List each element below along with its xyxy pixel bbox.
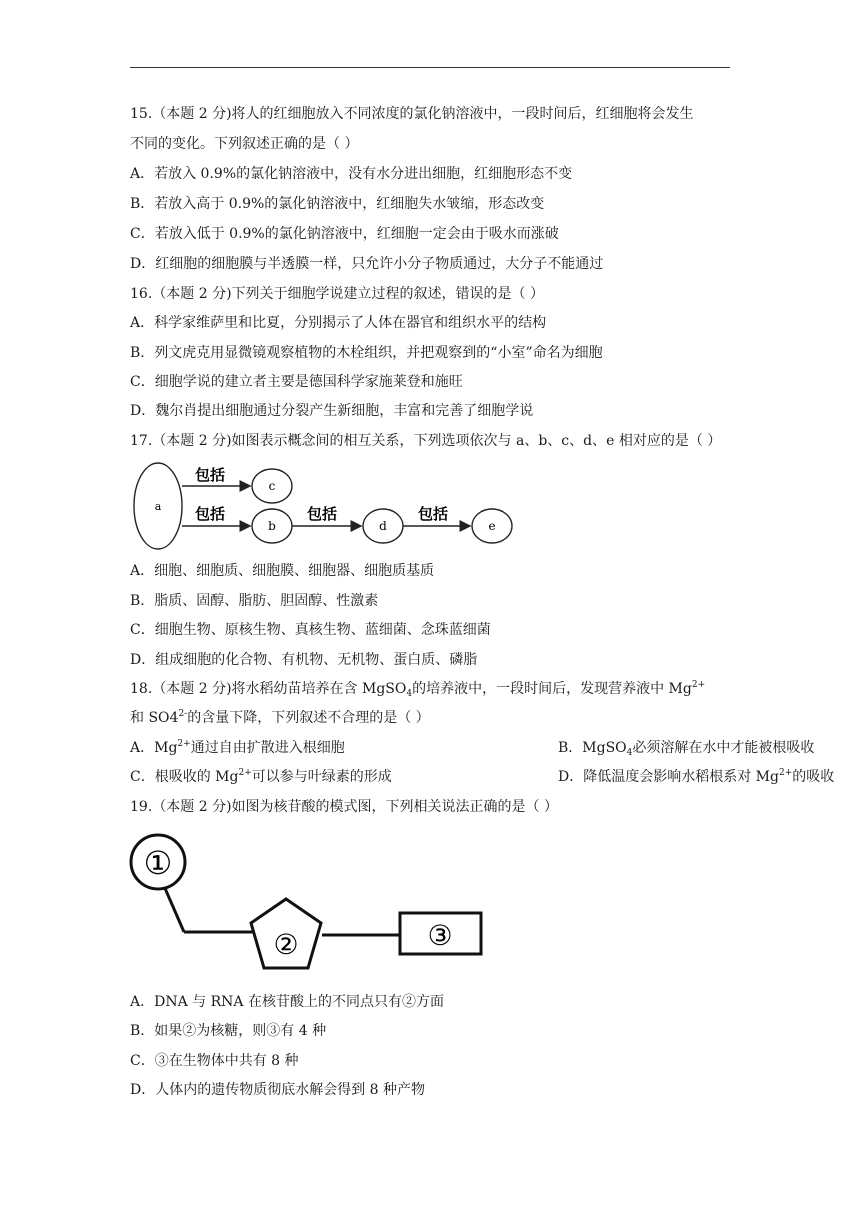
header-rule xyxy=(130,67,730,68)
q17-stem: 17.（本题 2 分)如图表示概念间的相互关系，下列选项依次与 a、b、c、d、e 相对应的是（ ） xyxy=(130,433,722,449)
concept-relationship-diagram xyxy=(130,458,530,556)
q15-option-a: A．若放入 0.9%的氯化钠溶液中，没有水分进出细胞，红细胞形态不变 xyxy=(130,166,573,182)
q19-stem: 19.（本题 2 分)如图为核苷酸的模式图，下列相关说法正确的是（ ） xyxy=(130,799,558,815)
q15-stem-line2: 不同的变化。下列叙述正确的是（ ） xyxy=(130,136,359,152)
q18-stem-line1: 18.（本题 2 分)将水稻幼苗培养在含 MgSO$_4$的培养液中，一段时间后，发现营养液中 $Mg^{2+}$ xyxy=(130,680,706,699)
q17-option-a: A．细胞、细胞质、细胞膜、细胞器、细胞质基质 xyxy=(130,563,435,579)
nucleotide-diagram xyxy=(128,832,488,980)
arrow-b-to-d xyxy=(292,505,361,526)
svg-text:d: d xyxy=(379,519,387,533)
svg-text:①: ① xyxy=(143,844,173,882)
q17-option-d: D．组成细胞的化合物、有机物、无机物、蛋白质、磷脂 xyxy=(130,652,478,668)
sugar-pentagon xyxy=(251,899,321,968)
svg-text:c: c xyxy=(268,479,276,493)
svg-text:③: ③ xyxy=(427,919,453,952)
svg-text:②: ② xyxy=(273,928,299,961)
q18-option-row2 xyxy=(130,767,835,787)
q17-option-c: C．细胞生物、原核生物、真核生物、蓝细菌、念珠蓝细菌 xyxy=(130,622,491,638)
q18-option-b: B．MgSO$_4$必须溶解在水中才能被根吸收 xyxy=(558,740,815,758)
q16-option-b: B．列文虎克用显微镜观察植物的木栓组织，并把观察到的“小室”命名为细胞 xyxy=(130,345,603,361)
q16-stem: 16.（本题 2 分)下列关于细胞学说建立过程的叙述，错误的是（ ） xyxy=(130,286,544,302)
q16-option-a: A．科学家维萨里和比夏，分别揭示了人体在器官和组织水平的结构 xyxy=(130,315,547,331)
arrow-a-to-c xyxy=(182,466,250,486)
arrow-a-to-b xyxy=(182,505,250,526)
q19-option-c: C．③在生物体中共有 8 种 xyxy=(130,1053,299,1069)
q18-option-row1 xyxy=(130,738,815,758)
svg-text:包括: 包括 xyxy=(194,466,226,484)
q15-option-b: B．若放入高于 0.9%的氯化钠溶液中，红细胞失水皱缩，形态改变 xyxy=(130,196,545,212)
q16-option-d: D．魏尔肖提出细胞通过分裂产生新细胞，丰富和完善了细胞学说 xyxy=(130,403,534,419)
base-rectangle xyxy=(400,913,481,954)
q17-option-b: B．脂质、固醇、脂肪、胆固醇、性激素 xyxy=(130,593,379,609)
svg-text:b: b xyxy=(268,519,276,533)
q18-option-c: C．根吸收的 $Mg^{2+}$可以参与叶绿素的形成 xyxy=(130,768,392,785)
q19-option-b: B．如果②为核糖，则③有 4 种 xyxy=(130,1023,327,1039)
q18-option-d: D．降低温度会影响水稻根系对 $Mg^{2+}$的吸收 xyxy=(558,768,835,785)
q19-option-d: D．人体内的遗传物质彻底水解会得到 8 种产物 xyxy=(130,1082,426,1098)
q15-stem-line1: 15.（本题 2 分)将人的红细胞放入不同浓度的氯化钠溶液中，一段时间后，红细胞将会发生 xyxy=(130,106,694,122)
svg-text:包括: 包括 xyxy=(417,505,449,523)
q15-option-d: D．红细胞的细胞膜与半透膜一样，只允许小分子物质通过，大分子不能通过 xyxy=(130,256,604,272)
q18-stem-line2: 和 $SO4^{2-}$的含量下降，下列叙述不合理的是（ ） xyxy=(130,709,430,726)
node-c xyxy=(252,469,292,503)
node-e xyxy=(472,509,512,543)
node-b xyxy=(252,509,292,543)
node-d xyxy=(363,509,403,543)
q19-option-a: A．DNA 与 RNA 在核苷酸上的不同点只有②方面 xyxy=(130,994,444,1010)
svg-text:a: a xyxy=(154,500,162,513)
q18-option-a: A．$Mg^{2+}$通过自由扩散进入根细胞 xyxy=(130,739,345,756)
phosphate-circle xyxy=(131,835,185,889)
svg-text:e: e xyxy=(488,519,496,533)
svg-text:包括: 包括 xyxy=(194,505,226,523)
node-a xyxy=(134,463,182,549)
arrow-d-to-e xyxy=(403,505,470,526)
svg-text:包括: 包括 xyxy=(306,505,338,523)
q16-option-c: C．细胞学说的建立者主要是德国科学家施莱登和施旺 xyxy=(130,374,463,390)
q15-option-c: C．若放入低于 0.9%的氯化钠溶液中，红细胞一定会由于吸水而涨破 xyxy=(130,226,559,242)
